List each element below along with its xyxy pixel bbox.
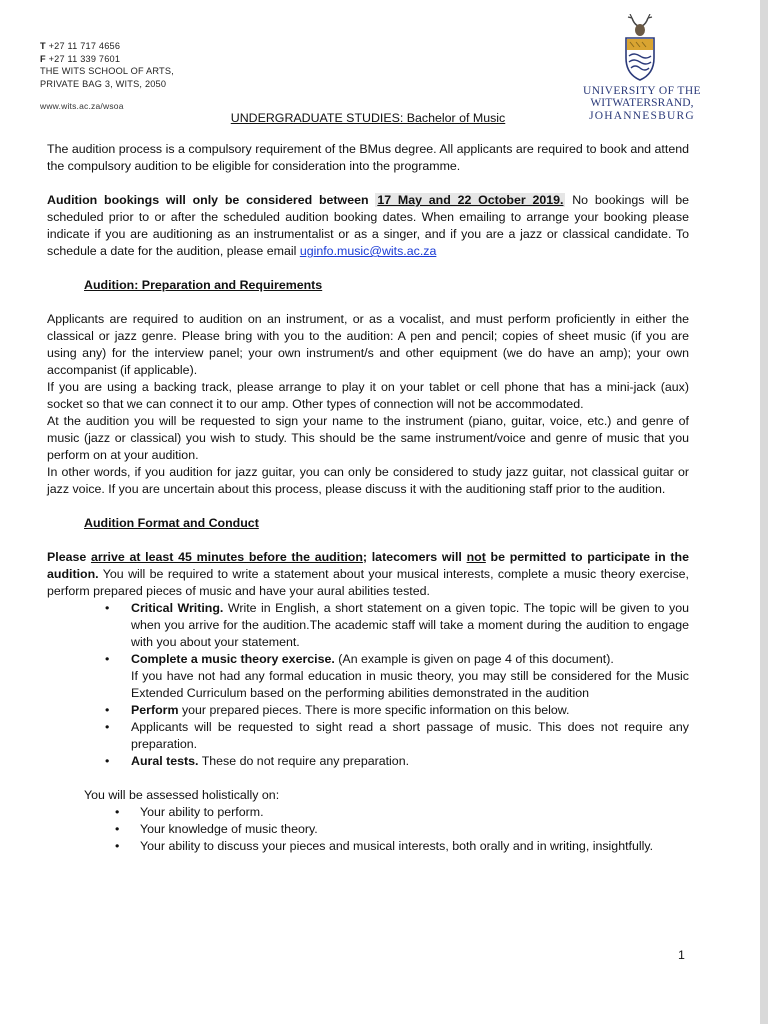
item-text: Applicants will be requested to sight read a short passage of music. This does not require any preparation.	[131, 720, 689, 751]
university-crest-icon	[620, 14, 660, 84]
item-bold: Perform	[131, 703, 179, 717]
intro-paragraph: The audition process is a compulsory requirement of the BMus degree. All applicants are required to book and attend the compulsory audition to be eligible for consideration into the programme.	[47, 142, 689, 173]
list-item	[47, 753, 689, 770]
format-heading: Audition Format and Conduct	[84, 516, 259, 530]
bullet-icon: •	[115, 805, 120, 819]
address-line-2: PRIVATE BAG 3, WITS, 2050	[40, 78, 167, 89]
bullet-icon: •	[105, 601, 110, 615]
item-bold: Critical Writing.	[131, 601, 224, 615]
fax-number: +27 11 339 7601	[48, 53, 121, 64]
document-body	[47, 110, 689, 855]
page-number: 1	[678, 948, 685, 962]
item-text: Your ability to perform.	[140, 805, 264, 819]
preparation-heading: Audition: Preparation and Requirements	[84, 278, 323, 292]
bullet-icon: •	[115, 839, 120, 853]
format-list	[47, 600, 689, 770]
phone-label: T	[40, 41, 46, 51]
list-item	[47, 821, 689, 838]
format-permitted: be permitted to participate in the audition.	[47, 550, 689, 581]
list-item	[47, 702, 689, 719]
bullet-icon: •	[115, 822, 120, 836]
bullet-icon: •	[105, 720, 110, 734]
item-extra: If you have not had any formal education in music theory, you may still be considered for the Music Extended Curriculum based on the performing abilities demonstrated in the audition	[131, 669, 689, 700]
item-text: Your knowledge of music theory.	[140, 822, 318, 836]
format-please: Please	[47, 550, 91, 564]
preparation-paragraph-2: If you are using a backing track, please arrange to play it on your tablet or cell phone that has a mini-jack (aux) socket so that we can connect it to our amp. Other types of connection will not be accommodated.	[47, 380, 689, 411]
format-rest: You will be required to write a statement about your musical interests, complete a music theory exercise, perform prepared pieces of music and have your aural abilities tested.	[47, 567, 689, 598]
list-item	[47, 719, 689, 753]
list-item	[47, 651, 689, 702]
fax-label: F	[40, 53, 46, 64]
format-not: not	[466, 550, 486, 564]
address-line-1: THE WITS SCHOOL OF ARTS,	[40, 66, 174, 76]
list-item	[47, 838, 689, 855]
format-paragraph	[47, 549, 689, 600]
bullet-icon: •	[105, 754, 110, 768]
preparation-paragraph-4: In other words, if you audition for jazz guitar, you can only be considered to study jazz guitar, not classical guitar or jazz voice. If you are uncertain about this process, please discuss it with the auditioning staff prior to the audition.	[47, 465, 689, 496]
item-text: your prepared pieces. There is more specific information on this below.	[178, 703, 570, 717]
format-latecomers: ; latecomers will	[362, 550, 467, 564]
item-bold: Aural tests.	[131, 754, 199, 768]
item-text: Write in English, a short statement on a given topic. The topic will be given to you when you arrive for the audition.The academic staff will take a moment during the audition to engage with you about your statement.	[131, 601, 689, 649]
item-text: (An example is given on page 4 of this document).	[334, 652, 614, 666]
list-item	[47, 804, 689, 821]
format-arrive: arrive at least 45 minutes before the audition	[90, 550, 363, 564]
phone-number: +27 11 717 4656	[48, 41, 121, 51]
assessed-intro: You will be assessed holistically on:	[84, 788, 280, 802]
bullet-icon: •	[105, 652, 110, 666]
booking-paragraph	[47, 192, 689, 260]
website-url: www.wits.ac.za/wsoa	[40, 101, 124, 111]
document-title: UNDERGRADUATE STUDIES: Bachelor of Music	[230, 111, 506, 125]
item-bold: Complete a music theory exercise.	[131, 652, 335, 666]
booking-lead: Audition bookings will only be considered between	[47, 193, 369, 207]
booking-dates: 17 May and 22 October 2019.	[377, 193, 564, 207]
wordmark-line-1: UNIVERSITY OF THE	[583, 85, 701, 97]
preparation-paragraph-1: Applicants are required to audition on an instrument, or as a vocalist, and must perform proficiently in either the classical or jazz genre. Please bring with you to the audition: A pen and pencil; copies of sheet music (if you are using any) for the interview panel; your own instrument/s and other equipment (we do have an amp); your own accompanist (if applicable).	[47, 312, 689, 377]
bullet-icon: •	[105, 703, 110, 717]
item-text: Your ability to discuss your pieces and musical interests, both orally and in writing, insightfully.	[140, 839, 654, 853]
wordmark-line-2: WITWATERSRAND,	[590, 97, 694, 109]
email-link[interactable]: uginfo.music@wits.ac.za	[299, 244, 437, 258]
contact-block	[40, 40, 174, 113]
preparation-paragraph-3: At the audition you will be requested to sign your name to the instrument (piano, guitar, voice, etc.) and genre of music (jazz or classical) you wish to study. This should be the same instrument/voice and genre of music that you perform on at your audition.	[47, 414, 689, 462]
list-item	[47, 600, 689, 651]
page-edge	[760, 0, 768, 1024]
wordmark-line-3: JOHANNESBURG	[589, 110, 695, 122]
item-text: These do not require any preparation.	[198, 754, 410, 768]
phone-line	[40, 40, 174, 53]
assessed-list	[47, 804, 689, 855]
booking-text: No bookings will be scheduled prior to or after the scheduled audition booking dates. When emailing to arrange your booking please indicate if you are auditioning as an instrumentalist or as a singer, and if you are a jazz or classical candidate. To schedule a date for the audition, please email	[47, 193, 689, 258]
fax-line	[40, 53, 174, 66]
